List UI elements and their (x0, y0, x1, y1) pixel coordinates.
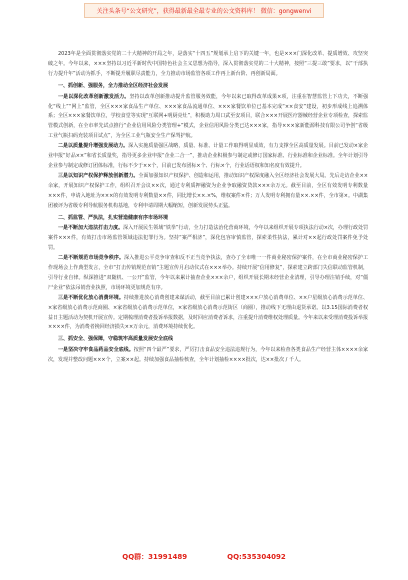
section-1-heading: 一、抓创新、强服务，全力推动全区经济社会发展 (58, 82, 169, 89)
section-1-1-text: 坚持以改革创新推动提升监管服务效能，今年以来已取得改革成果×项，注重在智慧监管上下功夫，不断强化“线上”“网上”监管，全区×××家食品生产单位、×××家食品流通单位、×××家餐饮单位已基本完成“××食安”建设，初步形成线上追溯体系；全区×××家餐饮单位，学校食堂等实现“互联网+明厨亮灶”，积极助力周口武至安项目，联合×××开展医疗器械经营企业专项检查，探索监管模式创新，在全市率先试点推行“企业信用风险分类管理+”模式，企业信用风险分类已达×××家，指导×××家新能源科技有限公司争创“省级工业气瓶扫码充装项目试点”，为全区工业气瓶安全生产保驾护航。 (48, 93, 368, 140)
section-1-2-heading: 二是以质量提升增强发展动力。 (58, 143, 129, 150)
section-1-2-paragraph (48, 142, 368, 172)
section-2-1-text: 深入开展民生领域“铁拳”行动，全力打造法治化营商环境，今年以来组织开展专项执法行动×次，办理行政处罚案件×××件，有效打击市场监管领域违法犯罪行为。坚持“案严相济”，深化包容审慎监管，探索柔性执法，累计对××起行政处罚案件免予处罚。 (48, 225, 368, 252)
contact-footer (0, 549, 408, 565)
section-2-2-text: 深入推进公平竞争审查和反不正当竞争执法，查办了全市唯一一件商业秘密保护案件，在全市商业秘密保护工作现场会上作典型发言，全市“打击传销规范直销”主题宣传月启动仪式在×××举办。持续开展“信用修复”，探索建立跨部门失信联动监管机制，引导行业自律。纵深推进“双随机、一公开”监管，今年以来累计抽查企业×××余户，组织开展长期未经营企业清理，引导办理注销手续，对“僵尸企业”依法吊销营业执照，市场环境更加规范有序。 (48, 255, 368, 291)
section-2-2-paragraph (48, 254, 368, 294)
section-1-3-text: 全面加强知识产权保护、创造和运用，推动知识产权深度融入全区经济社会发展大局。先后走访企业××余家，开展知识产权保护工作，组织召开会议××次，通过专利质押融资为企业争取融资贷款×××余万元。截至目前，全区有效发明专利数量×××件，申请入地址为×××的有效发明专利数量××件，同比增长××.×%，维权案件×件；万人发明专利拥有量××.××件，全市第×。中湖集团被评为省级专利导航服务机构基地，专利申请周期大幅缩短，创新发展势头正猛。 (48, 172, 368, 209)
promo-banner (0, 0, 408, 20)
section-3-1-heading: 一是坚决守牢食品药品安全底线。 (58, 347, 134, 354)
section-1-1-heading: 一是以深化改革创新激发活力。 (58, 93, 130, 100)
section-1-3-paragraph (48, 172, 368, 212)
section-1-3-heading: 三是以知识产权保护释放创新潜力。 (58, 172, 139, 179)
section-3-heading: 三、抓安全、强保障，守稳筑牢高质量发展安全底线 (58, 336, 174, 343)
section-2-1-heading: 一是不断加大违法打击力度。 (58, 225, 124, 232)
section-2-heading: 二、抓监管、严执法，扎实营造健康有序市场环境 (58, 214, 169, 221)
document-body (48, 50, 368, 366)
section-2-3-paragraph (48, 294, 368, 334)
section-1-2-text: 深入实施质量强区战略，质量、标准、计量工作取得明显成效，有力支撑全区高质量发展。目前已发动×家企业申报“好品××”和省长质量奖，指导更多企业申报“企业二合一”，推动企业积极参与制定或修订国家标准、行业标准和企业标准。全年计划引导企业参与制定或修订团体标准，行标不少于××个，目前已发布团标×个、行标×个，行业话语权和知名度有效提升。 (48, 143, 368, 169)
intro-paragraph: 2023年是全面贯彻落实党的二十大精神的开局之年，是落实“十四五”规划承上启下的关键一年，也是×××门深化改革、提质增效、攻坚突破之年。今年以来，×××坚持以习近平新时代中国特色社会主义思想为指导，深入贯彻落实党的二十大精神，按照“三提三敢”要求，以“干部执行力提升年”活动为抓手，不断提升履职尽责能力，全力推动市场监管各项工作再上新台阶、再创新局面。 (48, 51, 368, 77)
section-2-2-heading: 二是不断规范市场竞争秩序。 (58, 255, 125, 262)
section-2-1-paragraph (48, 224, 368, 254)
qq-text: QQ:535304092 (227, 553, 286, 561)
section-2-3-text: 持续推进放心消费创建来谋活动，截至目前已累计创建×××户放心消费单位、××户星级放心消费示范单位、×家省级放心消费示范商圈、×家省级放心消费示范单位，×家省级放心消费示范街区（商圈），推动线下无理由退货承诺。以3.15国际消费者权益日主题活动为契机开展宣传。定期梳理消费者投诉举报数据，及时回应消费者诉求，注重提升消费维权处理质量。今年来以来受理消费投诉举报××××件，为消费者挽回经济损失××万余元，消费环境持续优化。 (48, 294, 369, 331)
section-3-1-paragraph (48, 346, 368, 366)
qq-group-text: QQ群：31991489 (122, 553, 188, 561)
promo-banner-text: 关注头条号“公文研究”，获得最新最全最专业的公文资料库！ 微信：gongwenvi (84, 3, 325, 18)
section-3-1-text: 按照“四个最严”要求，严厉打击食品安全违法违规行为，今年以来检查各类食品生产经营主体××××余家次，发现并整改问题×××个，立案××起。持续加强食品抽检核查，全年计划抽检××××批次，达××批次 / 千人。 (48, 347, 368, 364)
section-2-3-heading: 三是不断优化放心消费环境。 (58, 294, 124, 301)
section-1-1-paragraph (48, 93, 368, 143)
